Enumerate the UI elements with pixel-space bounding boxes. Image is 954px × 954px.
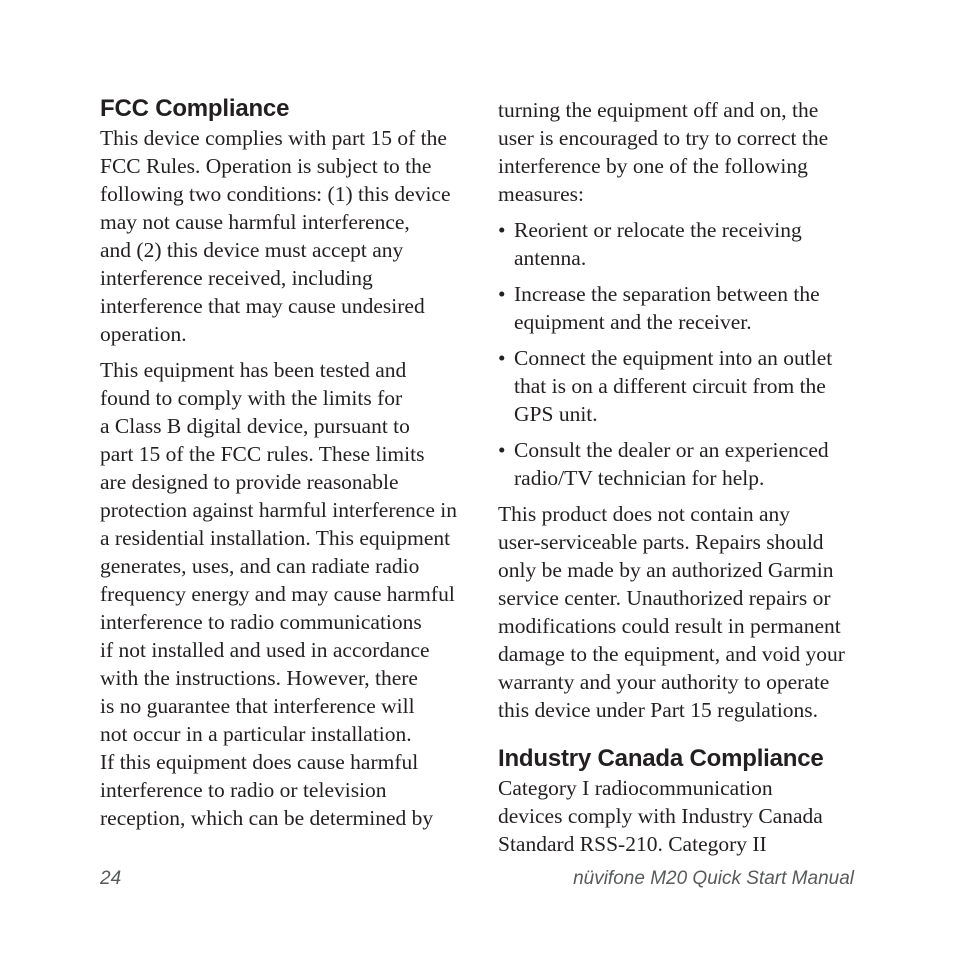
text-line: may not cause harmful interference,	[100, 210, 410, 234]
text-line: interference by one of the following	[498, 154, 808, 178]
text-line: damage to the equipment, and void your	[498, 642, 845, 666]
text-line: warranty and your authority to operate	[498, 670, 830, 694]
text-line: a residential installation. This equipment	[100, 526, 451, 550]
text-line: Reorient or relocate the receiving	[514, 218, 802, 242]
industry-canada-heading: Industry Canada Compliance	[498, 745, 824, 772]
bullet-item	[498, 436, 848, 492]
text-line: is no guarantee that interference will	[100, 694, 415, 718]
bullet-marker: •	[498, 218, 506, 242]
text-line: reception, which can be determined by	[100, 806, 434, 830]
text-line: Connect the equipment into an outlet	[514, 346, 833, 370]
industry-canada-paragraph	[498, 774, 848, 858]
page-number: 24	[100, 868, 122, 889]
bullet-marker: •	[498, 282, 506, 306]
text-line: interference that may cause undesired	[100, 294, 425, 318]
repairs-paragraph	[498, 500, 848, 724]
text-line: This product does not contain any	[498, 502, 790, 526]
text-line: measures:	[498, 182, 584, 206]
text-line: user-serviceable parts. Repairs should	[498, 530, 824, 554]
text-line: If this equipment does cause harmful	[100, 750, 419, 774]
text-line: service center. Unauthorized repairs or	[498, 586, 831, 610]
measures-intro	[498, 96, 848, 208]
text-line: turning the equipment off and on, the	[498, 98, 819, 122]
right-column	[498, 96, 848, 858]
manual-title: nüvifone M20 Quick Start Manual	[573, 868, 854, 889]
text-line: not occur in a particular installation.	[100, 722, 412, 746]
text-line: following two conditions: (1) this device	[100, 182, 451, 206]
text-line: interference to radio or television	[100, 778, 387, 802]
text-line: generates, uses, and can radiate radio	[100, 554, 420, 578]
bullet-marker: •	[498, 438, 506, 462]
bullet-item	[498, 216, 848, 272]
text-line: FCC Rules. Operation is subject to the	[100, 154, 432, 178]
text-line: frequency energy and may cause harmful	[100, 582, 455, 606]
text-line: are designed to provide reasonable	[100, 470, 399, 494]
text-line: only be made by an authorized Garmin	[498, 558, 834, 582]
text-line: operation.	[100, 322, 187, 346]
fcc-compliance-heading: FCC Compliance	[100, 95, 290, 122]
text-line: and (2) this device must accept any	[100, 238, 404, 262]
text-line: radio/TV technician for help.	[514, 466, 765, 490]
text-line: a Class B digital device, pursuant to	[100, 414, 410, 438]
text-line: Consult the dealer or an experienced	[514, 438, 829, 462]
text-line: Increase the separation between the	[514, 282, 820, 306]
fcc-paragraph-2	[100, 356, 460, 832]
bullet-item	[498, 344, 848, 428]
text-line: devices comply with Industry Canada	[498, 804, 823, 828]
fcc-paragraph-1	[100, 124, 460, 348]
text-line: This device complies with part 15 of the	[100, 126, 447, 150]
text-line: with the instructions. However, there	[100, 666, 418, 690]
text-line: found to comply with the limits for	[100, 386, 403, 410]
text-line: part 15 of the FCC rules. These limits	[100, 442, 425, 466]
text-line: equipment and the receiver.	[514, 310, 752, 334]
bullet-item	[498, 280, 848, 336]
text-line: interference received, including	[100, 266, 373, 290]
bullet-marker: •	[498, 346, 506, 370]
text-line: Category I radiocommunication	[498, 776, 773, 800]
text-line: this device under Part 15 regulations.	[498, 698, 819, 722]
text-line: if not installed and used in accordance	[100, 638, 430, 662]
text-line: antenna.	[514, 246, 587, 270]
text-line: protection against harmful interference in	[100, 498, 457, 522]
text-line: interference to radio communications	[100, 610, 422, 634]
text-line: that is on a different circuit from the	[514, 374, 826, 398]
text-line: This equipment has been tested and	[100, 358, 407, 382]
left-column	[100, 94, 460, 832]
text-line: Standard RSS-210. Category II	[498, 832, 767, 856]
text-line: modifications could result in permanent	[498, 614, 841, 638]
text-line: user is encouraged to try to correct the	[498, 126, 829, 150]
text-line: GPS unit.	[514, 402, 598, 426]
